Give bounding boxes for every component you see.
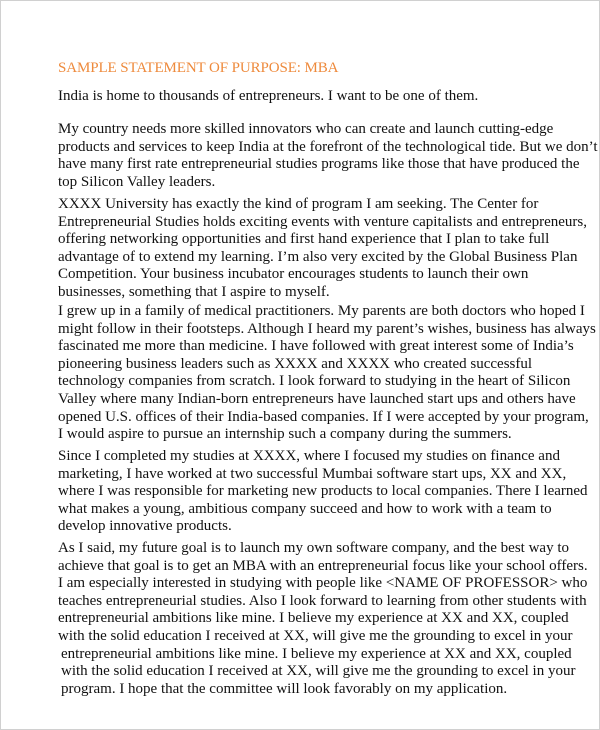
document-title: SAMPLE STATEMENT OF PURPOSE: MBA [58,60,339,76]
text-line: I would aspire to pursue an internship such a company during the summers. [58,426,512,443]
text-line: businesses, something that I aspire to myself. [58,283,330,300]
text-line: where I was responsible for marketing new products to local companies. There I learned [58,483,588,500]
text-line: Competition. Your business incubator encourages students to launch their own [58,266,529,283]
text-line: might follow in their footsteps. Although I heard my parent’s wishes, business has always [58,320,596,337]
paragraph-family [58,303,596,444]
text-line: India is home to thousands of entrepreneurs. I want to be one of them. [58,88,479,104]
text-line: with the solid education I received at XX, will give me the grounding to excel in your [58,627,573,644]
paragraph-goal [58,540,588,698]
text-line: with the solid education I received at XX, will give me the grounding to excel in your [61,663,576,680]
text-line: advantage of to extend my learning. I’m also very excited by the Global Business Plan [58,248,578,265]
text-line: offering networking opportunities and first hand experience that I plan to take full [58,231,550,248]
text-line: have many first rate entrepreneurial studies programs like those that have produced the [58,156,580,173]
text-line: I grew up in a family of medical practitioners. My parents are both doctors who hoped I [58,303,585,319]
text-line: My country needs more skilled innovators who can create and launch cutting-edge [58,121,554,137]
text-line: pioneering business leaders such as XXXX and XXXX who created successful [58,355,533,372]
text-line: Entrepreneurial Studies holds exciting events with venture capitalists and entrepreneurs, [58,213,588,230]
text-line: teaches entrepreneurial studies. Also I look forward to learning from other students with [58,592,587,609]
text-line: achieve that goal is to get an MBA with an entrepreneurial focus like your school offers. [58,557,588,574]
text-line: XXXX University has exactly the kind of program I am seeking. The Center for [58,196,539,212]
text-line: top Silicon Valley leaders. [58,173,216,190]
text-line: program. I hope that the committee will look favorably on my application. [61,680,508,697]
paragraph-experience [58,448,588,536]
text-line: entrepreneurial ambitions like mine. I believe my experience at XX and XX, coupled [61,645,572,662]
text-line: I am especially interested in studying with people like <NAME OF PROFESSOR> who [58,575,588,592]
text-line: technology companies from scratch. I look forward to studying in the heart of Silicon [58,373,571,390]
text-line: opened U.S. offices of their India-based companies. If I were accepted by your program, [58,408,589,425]
paragraph-university [58,196,587,302]
text-line: what makes a young, ambitious company succeed and how to work with a team to [58,500,552,517]
text-line: entrepreneurial ambitions like mine. I believe my experience at XX and XX, coupled [58,610,569,627]
text-line: fascinated me more than medicine. I have followed with great interest some of India’s [58,338,574,355]
paragraph-country-needs [58,121,598,191]
text-line: As I said, my future goal is to launch my own software company, and the best way to [58,540,569,556]
text-line: marketing, I have worked at two successful Mumbai software start ups, XX and XX, [58,465,567,482]
text-line: Valley where many Indian-born entrepreneurs have launched start ups and others have [58,390,576,407]
paragraph-intro [58,88,478,106]
text-line: develop innovative products. [58,518,232,535]
text-line: products and services to keep India at the forefront of the technological tide. But we don’t [58,138,598,155]
text-line: Since I completed my studies at XXXX, where I focused my studies on finance and [58,448,560,464]
